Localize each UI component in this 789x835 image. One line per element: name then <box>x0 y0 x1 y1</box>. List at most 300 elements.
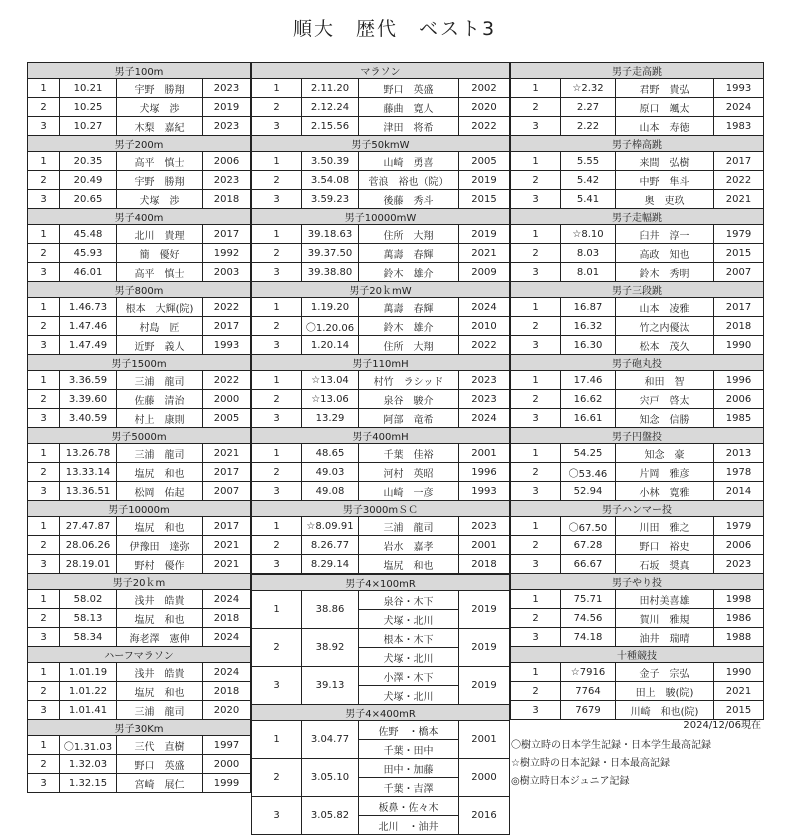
record-cell: 20.49 <box>60 171 117 190</box>
record-row <box>252 536 510 555</box>
year-cell: 1999 <box>203 774 251 793</box>
record-cell: 16.61 <box>561 409 616 428</box>
year-cell: 2017 <box>203 225 251 244</box>
rank-cell: 1 <box>252 721 302 759</box>
relay-row <box>252 591 510 610</box>
rank-cell: 2 <box>511 682 561 701</box>
record-row <box>28 390 251 409</box>
record-cell: 1.01.22 <box>60 682 117 701</box>
event-name: 男子100m <box>28 63 251 79</box>
record-row <box>252 244 510 263</box>
athlete-cell: 片岡 雅彦 <box>616 463 714 482</box>
rank-cell: 1 <box>252 225 302 244</box>
record-row <box>28 682 251 701</box>
record-cell: 2.27 <box>561 98 616 117</box>
rank-cell: 1 <box>252 371 302 390</box>
year-cell: 2024 <box>714 98 764 117</box>
event-name: 男子400m <box>28 209 251 225</box>
record-cell: 74.18 <box>561 628 616 647</box>
record-row <box>28 774 251 793</box>
year-cell: 1996 <box>459 463 510 482</box>
record-row <box>28 79 251 98</box>
athlete-cell: 川田 雅之 <box>616 517 714 536</box>
record-cell: 20.35 <box>60 152 117 171</box>
year-cell: 2018 <box>203 682 251 701</box>
event-header-row <box>252 355 510 371</box>
athlete-cell: 田村美喜雄 <box>616 590 714 609</box>
event-header-row <box>28 136 251 152</box>
record-cell: 3.36.59 <box>60 371 117 390</box>
rank-cell: 3 <box>252 190 302 209</box>
event-header-row <box>511 136 764 152</box>
record-row <box>511 171 764 190</box>
athlete-cell: 津田 将希 <box>359 117 459 136</box>
event-header-row <box>28 647 251 663</box>
record-row <box>252 263 510 282</box>
athlete-cell: 塩尻 和也 <box>117 682 203 701</box>
event-name: 男子円盤投 <box>511 428 764 444</box>
record-cell: 1.01.41 <box>60 701 117 720</box>
relay-members-cell: 田中・加藤 <box>359 759 459 778</box>
record-cell: 39.38.80 <box>302 263 359 282</box>
year-cell: 1998 <box>714 590 764 609</box>
record-cell: 10.25 <box>60 98 117 117</box>
year-cell: 2023 <box>203 117 251 136</box>
year-cell: 2015 <box>714 701 764 720</box>
year-cell: 2024 <box>459 409 510 428</box>
record-cell: 13.29 <box>302 409 359 428</box>
athlete-cell: 村島 匠 <box>117 317 203 336</box>
rank-cell: 3 <box>511 190 561 209</box>
year-cell: 2017 <box>714 298 764 317</box>
record-row <box>28 755 251 774</box>
record-cell: 66.67 <box>561 555 616 574</box>
event-name: 男子400mH <box>252 428 510 444</box>
year-cell: 1988 <box>714 628 764 647</box>
athlete-cell: 萬壽 春輝 <box>359 298 459 317</box>
rank-cell: 1 <box>28 225 60 244</box>
athlete-cell: 山本 凌雅 <box>616 298 714 317</box>
event-name: 男子やり投 <box>511 574 764 590</box>
record-cell: 38.92 <box>302 629 359 667</box>
record-row <box>28 463 251 482</box>
athlete-cell: 奥 吏玖 <box>616 190 714 209</box>
event-header-row <box>511 63 764 79</box>
year-cell: 2021 <box>714 190 764 209</box>
rank-cell: 1 <box>28 736 60 755</box>
year-cell: 2024 <box>203 590 251 609</box>
rank-cell: 1 <box>511 79 561 98</box>
year-cell: 2006 <box>714 536 764 555</box>
year-cell: 2010 <box>459 317 510 336</box>
year-cell: 2007 <box>203 482 251 501</box>
year-cell: 1993 <box>714 79 764 98</box>
record-row <box>252 482 510 501</box>
relay-members-cell: 小澤・木下 <box>359 667 459 686</box>
rank-cell: 3 <box>252 117 302 136</box>
athlete-cell: 泉谷 駿介 <box>359 390 459 409</box>
athlete-cell: 原口 颯太 <box>616 98 714 117</box>
rank-cell: 3 <box>28 701 60 720</box>
rank-cell: 1 <box>28 79 60 98</box>
rank-cell: 3 <box>511 555 561 574</box>
record-row <box>252 152 510 171</box>
athlete-cell: 三代 直樹 <box>117 736 203 755</box>
year-cell: 1996 <box>714 371 764 390</box>
event-header-row <box>252 209 510 225</box>
record-row <box>511 225 764 244</box>
year-cell: 2019 <box>459 171 510 190</box>
record-row <box>511 663 764 682</box>
athlete-cell: 野口 裕史 <box>616 536 714 555</box>
year-cell: 2001 <box>459 721 510 759</box>
event-name: 男子ハンマー投 <box>511 501 764 517</box>
record-row <box>28 244 251 263</box>
record-row <box>28 409 251 428</box>
event-name: 男子4×100mR <box>252 575 510 591</box>
year-cell: 2024 <box>203 663 251 682</box>
record-cell: 16.32 <box>561 317 616 336</box>
record-cell: 1.01.19 <box>60 663 117 682</box>
record-row <box>511 263 764 282</box>
rank-cell: 3 <box>28 482 60 501</box>
rank-cell: 1 <box>511 590 561 609</box>
athlete-cell: 近野 義人 <box>117 336 203 355</box>
event-header-row <box>252 282 510 298</box>
record-cell: 16.62 <box>561 390 616 409</box>
rank-cell: 1 <box>511 371 561 390</box>
record-cell: 28.19.01 <box>60 555 117 574</box>
event-name: 男子三段跳 <box>511 282 764 298</box>
record-cell: ☆13.04 <box>302 371 359 390</box>
event-name: 男子4×400mR <box>252 705 510 721</box>
athlete-cell: 山本 寿徳 <box>616 117 714 136</box>
records-column-2 <box>251 62 509 835</box>
record-row <box>28 482 251 501</box>
athlete-cell: 佐藤 清治 <box>117 390 203 409</box>
record-row <box>252 444 510 463</box>
record-cell: 5.42 <box>561 171 616 190</box>
record-row <box>511 190 764 209</box>
record-cell: ☆8.09.91 <box>302 517 359 536</box>
record-row <box>511 98 764 117</box>
rank-cell: 2 <box>252 536 302 555</box>
record-cell: 1.47.46 <box>60 317 117 336</box>
rank-cell: 2 <box>252 244 302 263</box>
record-row <box>252 336 510 355</box>
record-cell: 28.06.26 <box>60 536 117 555</box>
rank-cell: 1 <box>28 152 60 171</box>
record-row <box>511 482 764 501</box>
athlete-cell: 阿部 竜希 <box>359 409 459 428</box>
year-cell: 2023 <box>203 171 251 190</box>
record-row <box>511 517 764 536</box>
athlete-cell: 油井 瑞晴 <box>616 628 714 647</box>
rank-cell: 2 <box>28 171 60 190</box>
rank-cell: 1 <box>252 517 302 536</box>
athlete-cell: 中野 隼斗 <box>616 171 714 190</box>
record-row <box>28 628 251 647</box>
athlete-cell: 高政 知也 <box>616 244 714 263</box>
record-row <box>28 555 251 574</box>
year-cell: 2006 <box>714 390 764 409</box>
rank-cell: 3 <box>252 797 302 835</box>
rank-cell: 2 <box>28 98 60 117</box>
year-cell: 2018 <box>203 190 251 209</box>
athlete-cell: 高平 慎士 <box>117 263 203 282</box>
records-table-track <box>27 62 251 793</box>
rank-cell: 2 <box>252 759 302 797</box>
record-cell: 7764 <box>561 682 616 701</box>
athlete-cell: 山崎 一彦 <box>359 482 459 501</box>
year-cell: 2024 <box>459 298 510 317</box>
record-row <box>511 152 764 171</box>
year-cell: 2016 <box>459 797 510 835</box>
event-header-row <box>252 63 510 79</box>
legend-student-record: 〇樹立時の日本学生記録・日本学生最高記録 <box>511 740 711 751</box>
athlete-cell: 岩水 嘉孝 <box>359 536 459 555</box>
athlete-cell: 山崎 勇喜 <box>359 152 459 171</box>
year-cell: 1990 <box>714 663 764 682</box>
year-cell: 2019 <box>203 98 251 117</box>
year-cell: 2022 <box>459 336 510 355</box>
year-cell: 2015 <box>459 190 510 209</box>
rank-cell: 2 <box>511 244 561 263</box>
record-cell: ☆7916 <box>561 663 616 682</box>
record-row <box>252 555 510 574</box>
record-cell: 58.02 <box>60 590 117 609</box>
record-cell: 7679 <box>561 701 616 720</box>
event-header-row <box>28 720 251 736</box>
athlete-cell: 竹之内優汰 <box>616 317 714 336</box>
record-cell: 39.13 <box>302 667 359 705</box>
athlete-cell: 野村 優作 <box>117 555 203 574</box>
event-header-row <box>252 575 510 591</box>
record-cell: 45.48 <box>60 225 117 244</box>
rank-cell: 3 <box>511 409 561 428</box>
record-cell: 1.32.03 <box>60 755 117 774</box>
athlete-cell: 石坂 奨真 <box>616 555 714 574</box>
record-row <box>252 79 510 98</box>
record-cell: 3.54.08 <box>302 171 359 190</box>
athlete-cell: 後藤 秀斗 <box>359 190 459 209</box>
event-name: 男子10000mW <box>252 209 510 225</box>
event-name: 男子走高跳 <box>511 63 764 79</box>
athlete-cell: 賀川 雅規 <box>616 609 714 628</box>
athlete-cell: 海老澤 憲伸 <box>117 628 203 647</box>
rank-cell: 3 <box>28 190 60 209</box>
record-cell: 49.08 <box>302 482 359 501</box>
event-header-row <box>28 209 251 225</box>
record-row <box>511 244 764 263</box>
record-row <box>252 463 510 482</box>
year-cell: 2022 <box>714 171 764 190</box>
year-cell: 2015 <box>714 244 764 263</box>
relay-members-cell: 板鼻・佐々木 <box>359 797 459 816</box>
event-name: 男子10000m <box>28 501 251 517</box>
record-row <box>511 444 764 463</box>
record-row <box>28 517 251 536</box>
year-cell: 2013 <box>714 444 764 463</box>
year-cell: 2023 <box>459 517 510 536</box>
record-row <box>252 371 510 390</box>
year-cell: 2023 <box>714 555 764 574</box>
record-row <box>252 117 510 136</box>
record-row <box>28 117 251 136</box>
record-cell: 74.56 <box>561 609 616 628</box>
record-row <box>28 663 251 682</box>
athlete-cell: 村上 康則 <box>117 409 203 428</box>
relay-row <box>252 629 510 648</box>
record-row <box>28 298 251 317</box>
record-row <box>28 152 251 171</box>
record-row <box>28 736 251 755</box>
athlete-cell: 宇野 勝翔 <box>117 171 203 190</box>
athlete-cell: 三浦 龍司 <box>117 371 203 390</box>
year-cell: 2019 <box>459 667 510 705</box>
year-cell: 2022 <box>203 298 251 317</box>
event-name: 男子200m <box>28 136 251 152</box>
athlete-cell: 金子 宗弘 <box>616 663 714 682</box>
athlete-cell: 浅井 皓貴 <box>117 663 203 682</box>
record-row <box>511 555 764 574</box>
rank-cell: 1 <box>511 152 561 171</box>
legend-junior-record: ◎樹立時日本ジュニア記録 <box>511 776 630 787</box>
athlete-cell: 伊豫田 達弥 <box>117 536 203 555</box>
event-header-row <box>28 282 251 298</box>
event-name: ハーフマラソン <box>28 647 251 663</box>
rank-cell: 3 <box>28 117 60 136</box>
record-cell: 〇1.31.03 <box>60 736 117 755</box>
year-cell: 1993 <box>203 336 251 355</box>
athlete-cell: 住所 大翔 <box>359 336 459 355</box>
year-cell: 2020 <box>203 701 251 720</box>
record-row <box>28 609 251 628</box>
relay-members-cell: 泉谷・木下 <box>359 591 459 610</box>
rank-cell: 2 <box>252 629 302 667</box>
year-cell: 2007 <box>714 263 764 282</box>
event-name: 男子30Km <box>28 720 251 736</box>
athlete-cell: 萬壽 春輝 <box>359 244 459 263</box>
record-row <box>28 536 251 555</box>
event-name: 男子棒高跳 <box>511 136 764 152</box>
rank-cell: 3 <box>252 555 302 574</box>
year-cell: 2024 <box>203 628 251 647</box>
record-cell: 16.30 <box>561 336 616 355</box>
rank-cell: 2 <box>511 463 561 482</box>
athlete-cell: 和田 智 <box>616 371 714 390</box>
rank-cell: 1 <box>28 298 60 317</box>
record-row <box>511 117 764 136</box>
record-row <box>252 190 510 209</box>
record-cell: 52.94 <box>561 482 616 501</box>
record-cell: 8.01 <box>561 263 616 282</box>
record-row <box>28 190 251 209</box>
event-name: 男子20ｋmW <box>252 282 510 298</box>
event-name: 男子砲丸投 <box>511 355 764 371</box>
year-cell: 2023 <box>459 371 510 390</box>
record-row <box>28 98 251 117</box>
rank-cell: 3 <box>511 263 561 282</box>
event-name: 男子5000m <box>28 428 251 444</box>
rank-cell: 3 <box>252 336 302 355</box>
rank-cell: 3 <box>252 263 302 282</box>
record-cell: 1.32.15 <box>60 774 117 793</box>
athlete-cell: 知念 豪 <box>616 444 714 463</box>
record-cell: ☆2.32 <box>561 79 616 98</box>
event-header-row <box>252 501 510 517</box>
event-header-row <box>252 136 510 152</box>
rank-cell: 3 <box>28 555 60 574</box>
rank-cell: 3 <box>252 667 302 705</box>
athlete-cell: 浅井 皓貴 <box>117 590 203 609</box>
record-cell: 13.36.51 <box>60 482 117 501</box>
rank-cell: 1 <box>252 591 302 629</box>
year-cell: 1997 <box>203 736 251 755</box>
athlete-cell: 鈴木 雄介 <box>359 317 459 336</box>
record-cell: 〇53.46 <box>561 463 616 482</box>
relay-members-cell: 犬塚・北川 <box>359 610 459 629</box>
record-cell: 3.04.77 <box>302 721 359 759</box>
rank-cell: 1 <box>252 79 302 98</box>
athlete-cell: 三浦 龍司 <box>359 517 459 536</box>
rank-cell: 1 <box>511 444 561 463</box>
rank-cell: 1 <box>252 298 302 317</box>
year-cell: 2017 <box>714 152 764 171</box>
year-cell: 2019 <box>459 629 510 667</box>
record-cell: 2.11.20 <box>302 79 359 98</box>
athlete-cell: 松岡 佑起 <box>117 482 203 501</box>
event-header-row <box>28 574 251 590</box>
rank-cell: 1 <box>511 225 561 244</box>
year-cell: 1983 <box>714 117 764 136</box>
rank-cell: 3 <box>511 628 561 647</box>
year-cell: 2018 <box>714 317 764 336</box>
record-row <box>511 590 764 609</box>
rank-cell: 2 <box>252 98 302 117</box>
year-cell: 1986 <box>714 609 764 628</box>
relay-row <box>252 759 510 778</box>
record-cell: 〇67.50 <box>561 517 616 536</box>
athlete-cell: 犬塚 渉 <box>117 98 203 117</box>
record-cell: 2.12.24 <box>302 98 359 117</box>
record-row <box>28 263 251 282</box>
rank-cell: 1 <box>511 663 561 682</box>
legend-japan-record: ☆樹立時の日本記録・日本最高記録 <box>511 758 670 769</box>
record-row <box>511 609 764 628</box>
record-cell: 27.47.87 <box>60 517 117 536</box>
year-cell: 2018 <box>459 555 510 574</box>
record-cell: 5.55 <box>561 152 616 171</box>
rank-cell: 1 <box>511 298 561 317</box>
athlete-cell: 宮崎 展仁 <box>117 774 203 793</box>
record-cell: 75.71 <box>561 590 616 609</box>
record-cell: 3.05.82 <box>302 797 359 835</box>
record-row <box>511 371 764 390</box>
athlete-cell: 知念 信勝 <box>616 409 714 428</box>
record-row <box>252 225 510 244</box>
event-name: 男子20ｋm <box>28 574 251 590</box>
record-cell: 2.22 <box>561 117 616 136</box>
event-header-row <box>28 428 251 444</box>
relay-row <box>252 721 510 740</box>
athlete-cell: 藤曲 寛人 <box>359 98 459 117</box>
record-cell: 8.26.77 <box>302 536 359 555</box>
records-table-road-hurdles <box>251 62 510 574</box>
record-cell: 16.87 <box>561 298 616 317</box>
year-cell: 2009 <box>459 263 510 282</box>
rank-cell: 2 <box>511 98 561 117</box>
